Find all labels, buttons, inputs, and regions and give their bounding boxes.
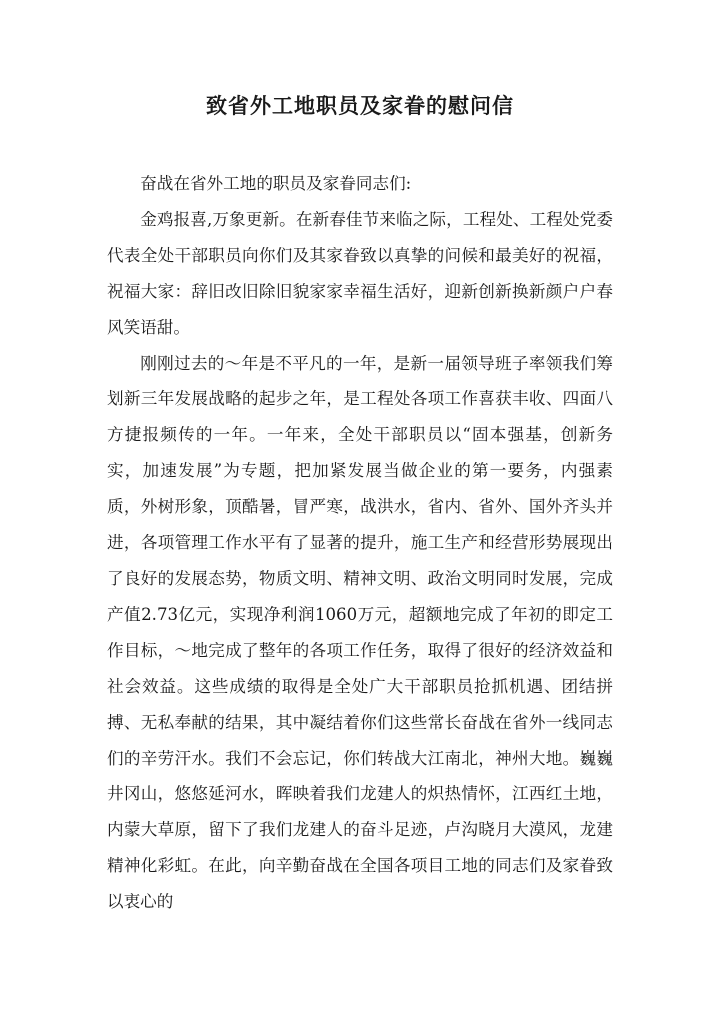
paragraph-new-year-wishes: 金鸡报喜,万象更新。在新春佳节来临之际，工程处、工程处党委代表全处干部职员向你们及其家眷致以真挚的问候和最美好的祝福，祝福大家：辞旧改旧除旧貌家家幸福生活好，迎新创新换新颜户户春风笑语甜。	[107, 209, 613, 337]
letter-greeting: 奋战在省外工地的职员及家眷同志们:	[140, 174, 412, 193]
letter-body	[107, 166, 613, 920]
letter-title: 致省外工地职员及家眷的慰问信	[206, 93, 514, 118]
paragraph-year-review: 刚刚过去的～年是不平凡的一年，是新一届领导班子率领我们筹划新三年发展战略的起步之年，是工程处各项工作喜获丰收、四面八方捷报频传的一年。一年来，全处干部职员以“固本强基，创新务实，加速发展”为专题，把加紧发展当做企业的第一要务，内强素质，外树形象，顶酷暑，冒严寒，战洪水，省内、省外、国外齐头并进，各项管理工作水平有了显著的提升，施工生产和经营形势展现出了良好的发展态势，物质文明、精神文明、政治文明同时发展，完成产值2.73亿元，实现净利润1060万元，超额地完成了年初的即定工作目标，～地完成了整年的各项工作任务，取得了很好的经济效益和社会效益。这些成绩的取得是全处广大干部职员抢抓机遇、团结拼搏、无私奉献的结果，其中凝结着你们这些常长奋战在省外一线同志们的辛劳汗水。我们不会忘记，你们转战大江南北，神州大地。巍巍井冈山，悠悠延河水，晖映着我们龙建人的炽热情怀，江西红土地，内蒙大草原，留下了我们龙建人的奋斗足迹，卢沟晓月大漠风，龙建精神化彩虹。在此，向辛勤奋战在全国各项目工地的同志们及家眷致以衷心的	[107, 353, 613, 912]
